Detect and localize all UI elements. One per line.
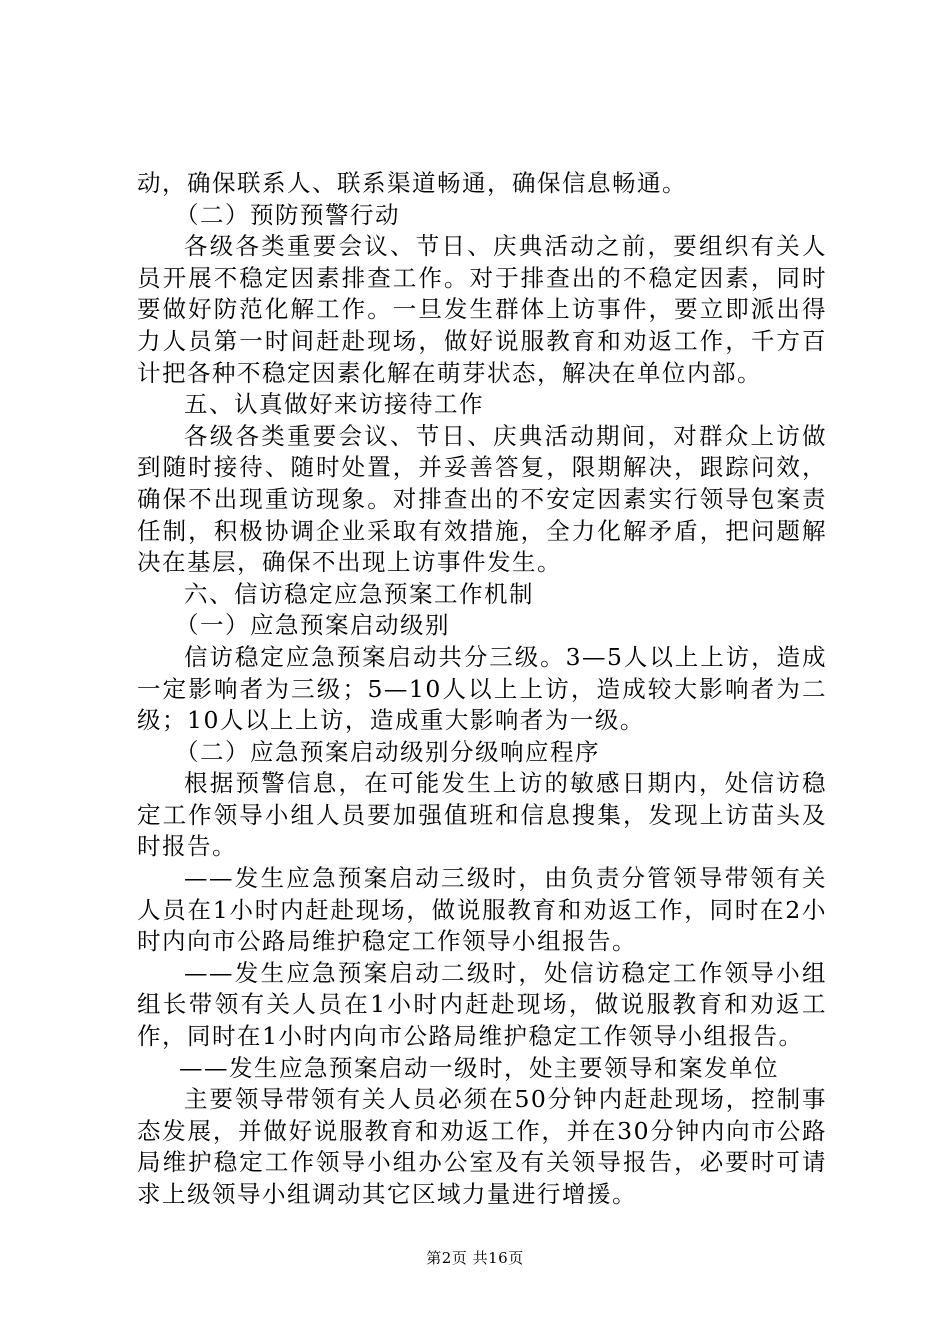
paragraph-warning-info: 根据预警信息，在可能发生上访的敏感日期内，处信访稳定工作领导小组人员要加强值班和信息搜集，发现上访苗头及时报告。 xyxy=(137,769,827,861)
paragraph-prevention: 各级各类重要会议、节日、庆典活动之前，要组织有关人员开展不稳定因素排查工作。对于排查出的不稳定因素，同时要做好防范化解工作。一旦发生群体上访事件，要立即派出得力人员第一时间赶赴现场，做好说服教育和劝返工作，千方百计把各种不稳定因素化解在萌芽状态，解决在单位内部。 xyxy=(137,232,827,387)
paragraph-continuation: 动，确保联系人、联系渠道畅通，确保信息畅通。 xyxy=(137,169,687,197)
paragraph-level-three: ——发生应急预案启动三级时，由负责分管领导带领有关人员在1小时内赶赴现场，做说服教育和劝返工作，同时在2小时内向市公路局维护稳定工作领导小组报告。 xyxy=(137,864,827,956)
subheading-prevention-warning: （二）预防预警行动 xyxy=(175,200,400,229)
heading-section-five: 五、认真做好来访接待工作 xyxy=(184,390,484,419)
paragraph-level-two: ——发生应急预案启动二级时，处信访稳定工作领导小组组长带领有关人员在1小时内赶赴现场，做说服教育和劝返工作，同时在1小时内向市公路局维护稳定工作领导小组报告。 xyxy=(137,958,827,1051)
heading-section-six: 六、信访稳定应急预案工作机制 xyxy=(184,579,534,608)
subheading-activation-levels: （一）应急预案启动级别 xyxy=(175,611,450,640)
document-body xyxy=(137,168,827,1211)
paragraph-level-one-detail: 主要领导带领有关人员必须在50分钟内赶赴现场，控制事态发展，并做好说服教育和劝返工作，并在30分钟内向市公路局维护稳定工作领导小组办公室及有关领导报告，必要时可请求上级领导小组调动其它区域力量进行增援。 xyxy=(137,1085,827,1208)
page-number-footer: 第2页 共16页 xyxy=(426,1249,524,1267)
paragraph-reception: 各级各类重要会议、节日、庆典活动期间，对群众上访做到随时接待、随时处置，并妥善答复，限期解决，跟踪问效，确保不出现重访现象。对排查出的不安定因素实行领导包案责任制，积极协调企业采取有效措施，全力化解矛盾，把问题解决在基层，确保不出现上访事件发生。 xyxy=(137,421,827,577)
subheading-response-procedure: （二）应急预案启动级别分级响应程序 xyxy=(175,737,600,766)
paragraph-levels: 信访稳定应急预案启动共分三级。3—5人以上上访，造成一定影响者为三级；5—10人以上上访，造成较大影响者为二级；10人以上上访，造成重大影响者为一级。 xyxy=(137,642,827,735)
paragraph-level-one: ——发生应急预案启动一级时，处主要领导和案发单位 xyxy=(179,1053,779,1082)
